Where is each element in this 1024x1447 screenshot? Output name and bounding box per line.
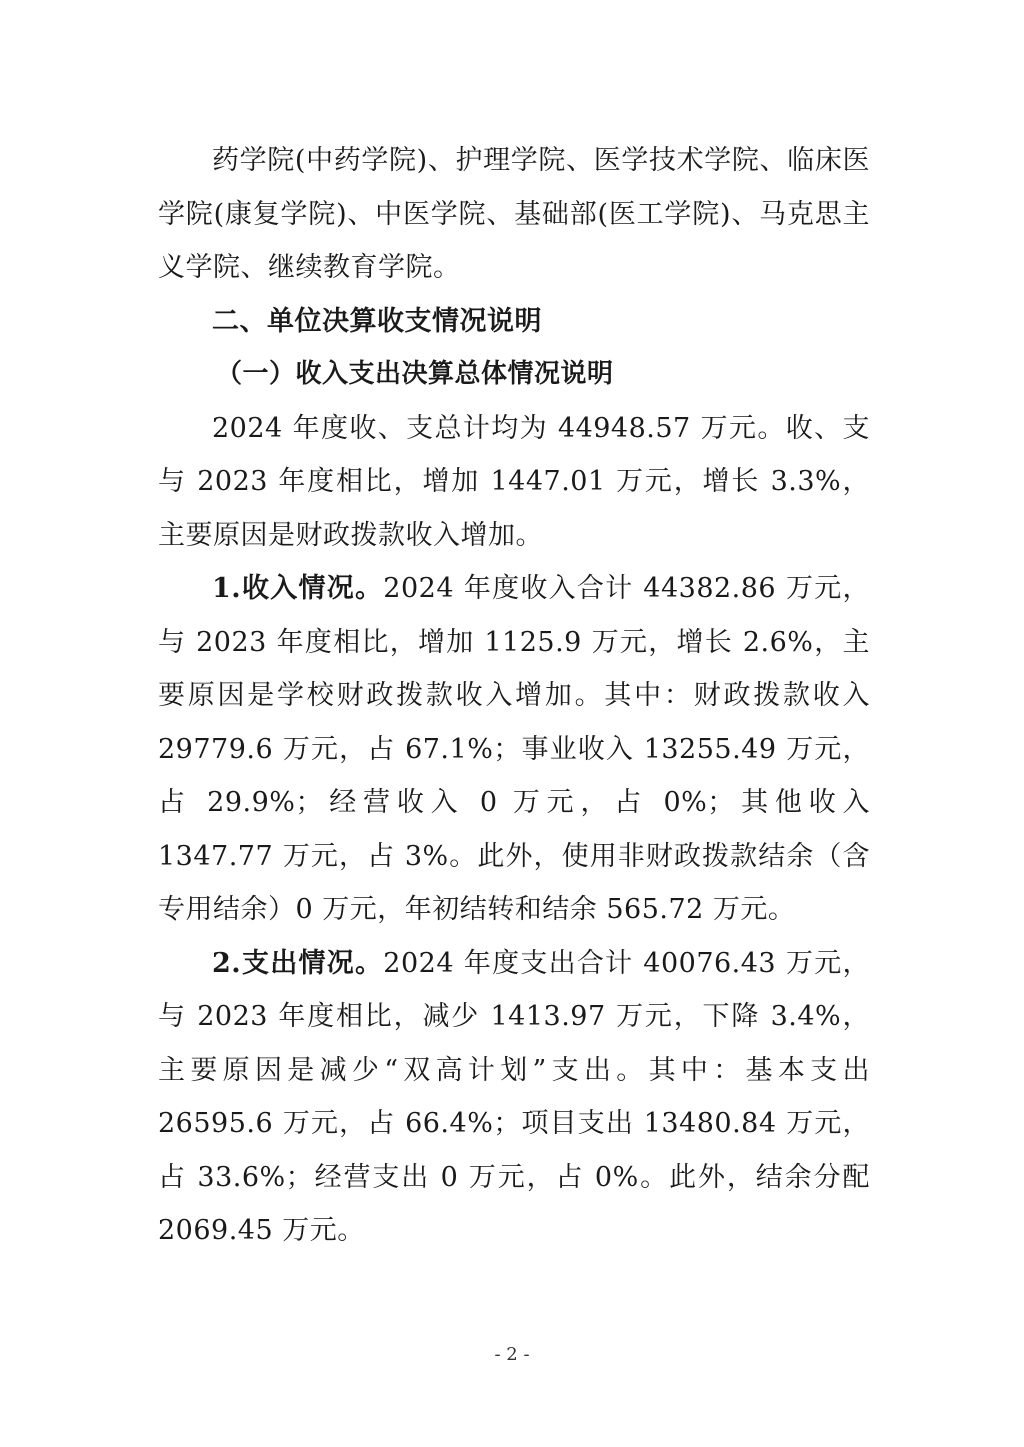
income-paragraph: [158, 562, 870, 937]
expenditure-paragraph: [158, 937, 870, 1258]
expenditure-lead: 2.支出情况。: [212, 947, 384, 979]
document-body: [158, 134, 870, 1258]
intro-paragraph: 药学院(中药学院)、护理学院、医学技术学院、临床医学院(康复学院)、中医学院、基础部(医工学院)、马克思主义学院、继续教育学院。: [158, 145, 870, 283]
overview-paragraph: 2024 年度收、支总计均为 44948.57 万元。收、支与 2023 年度相比，增加 1447.01 万元，增长 3.3%，主要原因是财政拨款收入增加。: [158, 412, 870, 551]
income-lead: 1.收入情况。: [212, 573, 384, 604]
expenditure-text: 2024 年度支出合计 40076.43 万元，与 2023 年度相比，减少 1413.97 万元，下降 3.4%，主要原因是减少“双高计划”支出。其中：基本支出 26595.6 万元，占 66.4%；项目支出 13480.84 万元，占 33.6%；经营支出 0 万元，占 0%。此外，结余分配 2069.45 万元。: [158, 947, 870, 1246]
subsection-heading: （一）收入支出决算总体情况说明: [216, 359, 614, 389]
section-heading: 二、单位决算收支情况说明: [212, 305, 542, 337]
page-number: - 2 -: [494, 1344, 530, 1365]
income-text: 2024 年度收入合计 44382.86 万元，与 2023 年度相比，增加 1125.9 万元，增长 2.6%，主要原因是学校财政拨款收入增加。其中：财政拨款收入 29779.6 万元，占 67.1%；事业收入 13255.49 万元，占 29.9%；经营收入 0 万元，占 0%；其他收入 1347.77 万元，占 3%。此外，使用非财政拨款结余（含专用结余）0 万元，年初结转和结余 565.72 万元。: [158, 573, 870, 925]
